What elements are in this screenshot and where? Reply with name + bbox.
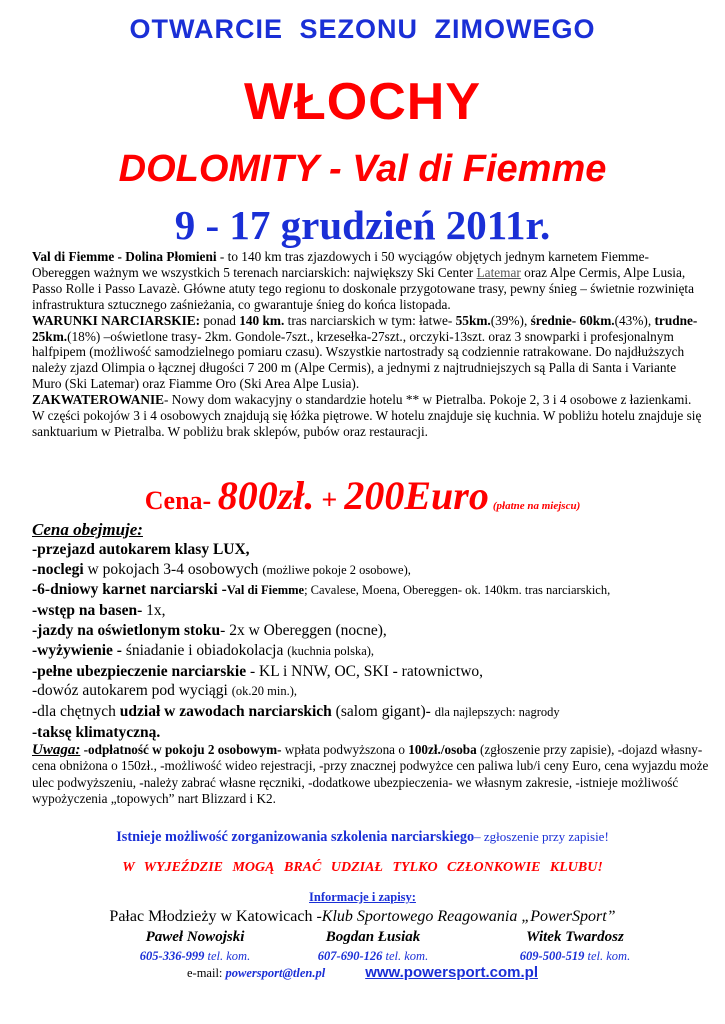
phone-suffix: tel. kom.: [385, 949, 429, 963]
item-skipass: -6-dniowy karnet narciarski -: [32, 581, 227, 599]
contact-phone[interactable]: [460, 947, 690, 965]
training-note: [0, 829, 725, 846]
item-pool: -wstęp na basen-: [32, 602, 143, 620]
phone-suffix: tel. kom.: [587, 949, 631, 963]
price-pln: 800zł.: [217, 473, 315, 518]
item-lodging: -noclegi: [32, 560, 84, 578]
description-conditions: [32, 313, 704, 393]
heading-country: WŁOCHY: [243, 73, 482, 131]
club-name: -Klub Sportowego Reagowania „PowerSport”: [316, 908, 616, 925]
phone-suffix: tel. kom.: [207, 949, 251, 963]
conditions-t5: (18%) –oświetlone trasy- 2km. Gondole-7szt., krzesełka-27szt., orczyki-13szt. oraz 3 snowparki i profesjonalnym halfpipem (możliwość samodzielnego pomiaru czasu). Wszystkie nartostrady są codziennie ratrakowane. Do najdłuższych należy zjazd Olimpia o łącznej długości 7 200 m (Alpe Cermis), a jednymi z najtrudniejszych są Palla di Santa i Variante Muro (Ski Latemar) oraz Fiamme Oro (Ski Area Alpe Lusia).: [32, 328, 685, 392]
region-text: - to 140 km tras zjazdowych i 50 wyciągów objętych jednym karnetem Fiemme- Obereggen ważnym we wszystkich 5 terenach narciarskich: największy Ski Center: [32, 249, 649, 280]
item-skipass-s: ; Cavalese, Moena, Obereggen- ok. 140km. tras narciarskich,: [304, 583, 611, 598]
includes-item: [32, 681, 722, 702]
contact-person: [258, 928, 488, 965]
conditions-t4: (43%),: [614, 312, 655, 328]
notes-t2: (zgłoszenie przy zapisie), -dojazd własny- cena obniżona o 150zł., -możliwość wideo rejestracji, -przy znacznej podwyżce cen paliwa lub/i ceny Euro, cena wyjazdu może ulec podwyższeniu, -należy zabrać własne ręczniki, -dodatkowe ubezpieczenia- we własnym zakresie, -istnieje możliwość wypożyczenia „topowych” nart Blizzard i K2.: [32, 742, 709, 807]
conditions-t1: ponad: [200, 312, 240, 328]
item-pool-t: 1x,: [142, 602, 166, 620]
contact-name: Bogdan Łusiak: [325, 929, 421, 945]
notes: [32, 742, 712, 808]
includes-item: [32, 702, 722, 723]
item-contest-b: udział w zawodach narciarskich: [119, 703, 332, 721]
description-region: [32, 249, 704, 313]
conditions-t3: (39%),: [490, 312, 531, 328]
item-tax: -taksę klimatyczną.: [32, 723, 161, 741]
contact-name: Witek Twardosz: [526, 929, 624, 945]
includes-item: [32, 601, 722, 621]
price-plus: +: [314, 485, 345, 516]
contact-name: Paweł Nowojski: [145, 929, 245, 945]
includes-title: Cena obejmuje:: [32, 520, 143, 539]
region-text-2: oraz Alpe Cermis, Alpe Lusia, Passo Rolle i Passo Lavazè. Główne atuty tego regionu to doskonale przygotowane trasy, pewny śnieg – świetnie rozwinięta infrastruktura sztucznego zaśnieżania, co gwarantuje śnieg do końca listopada.: [32, 264, 694, 312]
conditions-b5: trudne- 25km.: [32, 312, 698, 344]
contact-person: [460, 928, 690, 965]
item-lodging-t: w pokojach 3-4 osobowych: [83, 560, 263, 578]
notes-text: [32, 742, 712, 808]
accommodation-label: ZAKWATEROWANIE: [32, 392, 165, 408]
heading-region: DOLOMITY - Val di Fiemme: [118, 148, 607, 190]
notes-b1: -odpłatność w pokoju 2 osobowym-: [83, 742, 282, 757]
includes-item: [32, 723, 722, 743]
notes-b2: 100zł./osoba: [408, 742, 477, 757]
phone-number: 609-500-519: [519, 949, 585, 963]
price-euro: 200Euro: [344, 473, 489, 518]
heading-season-opening: OTWARCIE SEZONU ZIMOWEGO: [129, 14, 596, 44]
item-night-ski-t: - 2x w Obereggen (nocne),: [220, 621, 387, 639]
organizer: [0, 908, 725, 926]
accommodation-text: - Nowy dom wakacyjny o standardzie hotelu ** w Pietralba. Pokoje 2, 3 i 4 osobowe z łazienkami. W części pokojów 3 i 4 osobowych znajdują się łóżka piętrowe. W hotelu znajduje się kuchnia. W pobliżu hotelu znajduje się sanktuarium w Pietralba. W pobliżu brak sklepów, pubów oraz restauracji.: [32, 392, 702, 439]
phone-number: 607-690-126: [317, 949, 383, 963]
includes-item: [32, 621, 722, 641]
price-includes: [32, 520, 722, 743]
email-link[interactable]: powersport@tlen.pl: [225, 966, 326, 980]
price: [0, 472, 725, 519]
heading-dates: 9 - 17 grudzień 2011r.: [174, 202, 551, 248]
item-shuttle: -dowóz autokarem pod wyciągi: [32, 682, 232, 700]
members-only-note: W WYJEŹDZIE MOGĄ BRAĆ UDZIAŁ TYLKO CZŁONKOWIE KLUBU!: [122, 860, 603, 875]
contact-phone[interactable]: [258, 947, 488, 965]
includes-item: [32, 662, 722, 682]
item-contest-t2: (salom gigant)-: [331, 703, 435, 721]
website-link[interactable]: www.powersport.com.pl: [365, 964, 538, 981]
includes-item: [32, 641, 722, 662]
notes-t1: wpłata podwyższona o: [281, 742, 409, 757]
phone-number: 605-336-999: [139, 949, 205, 963]
item-contest-s: dla najlepszych: nagrody: [434, 705, 560, 720]
includes-item: [32, 560, 722, 581]
conditions-b4: średnie- 60km.: [530, 312, 615, 328]
info-label: Informacje i zapisy:: [309, 890, 416, 904]
notes-label: Uwaga:: [32, 742, 81, 758]
email-label: e-mail:: [187, 966, 226, 980]
training-rest: – zgłoszenie przy zapisie!: [474, 829, 609, 844]
includes-item: [32, 580, 722, 601]
item-meals-s: (kuchnia polska),: [287, 643, 375, 658]
item-meals: -wyżywienie -: [32, 641, 122, 659]
description: [32, 249, 704, 440]
region-name: Val di Fiemme - Dolina Płomieni: [32, 249, 217, 264]
includes-item: [32, 540, 722, 560]
item-skipass-b2: Val di Fiemme: [226, 583, 305, 598]
conditions-b2: 140 km.: [239, 312, 285, 328]
item-insurance: -pełne ubezpieczenie narciarskie: [32, 662, 247, 680]
description-accommodation: [32, 392, 704, 440]
price-label: Cena-: [144, 486, 218, 515]
item-lodging-s: (możliwe pokoje 2 osobowe),: [262, 562, 411, 577]
item-night-ski: -jazdy na oświetlonym stoku: [32, 621, 221, 639]
item-meals-t: śniadanie i obiadokolacja: [121, 641, 288, 659]
training-bold: Istnieje możliwość zorganizowania szkolenia narciarskiego: [116, 829, 475, 845]
palace-name: Pałac Młodzieży w Katowicach: [109, 908, 313, 925]
conditions-b3: 55km.: [455, 312, 491, 328]
price-note: (płatne na miejscu): [492, 500, 581, 512]
footer: [0, 964, 725, 981]
item-contest: -dla chętnych: [32, 703, 120, 721]
conditions-label: WARUNKI NARCIARSKIE:: [32, 312, 201, 328]
latemar-link[interactable]: Latemar: [476, 264, 521, 280]
item-bus: -przejazd autokarem klasy LUX,: [32, 540, 250, 558]
item-insurance-t: - KL i NNW, OC, SKI - ratownictwo,: [246, 662, 484, 680]
conditions-t2: tras narciarskich w tym: łatwe-: [284, 312, 456, 328]
item-shuttle-s: (ok.20 min.),: [231, 684, 297, 699]
